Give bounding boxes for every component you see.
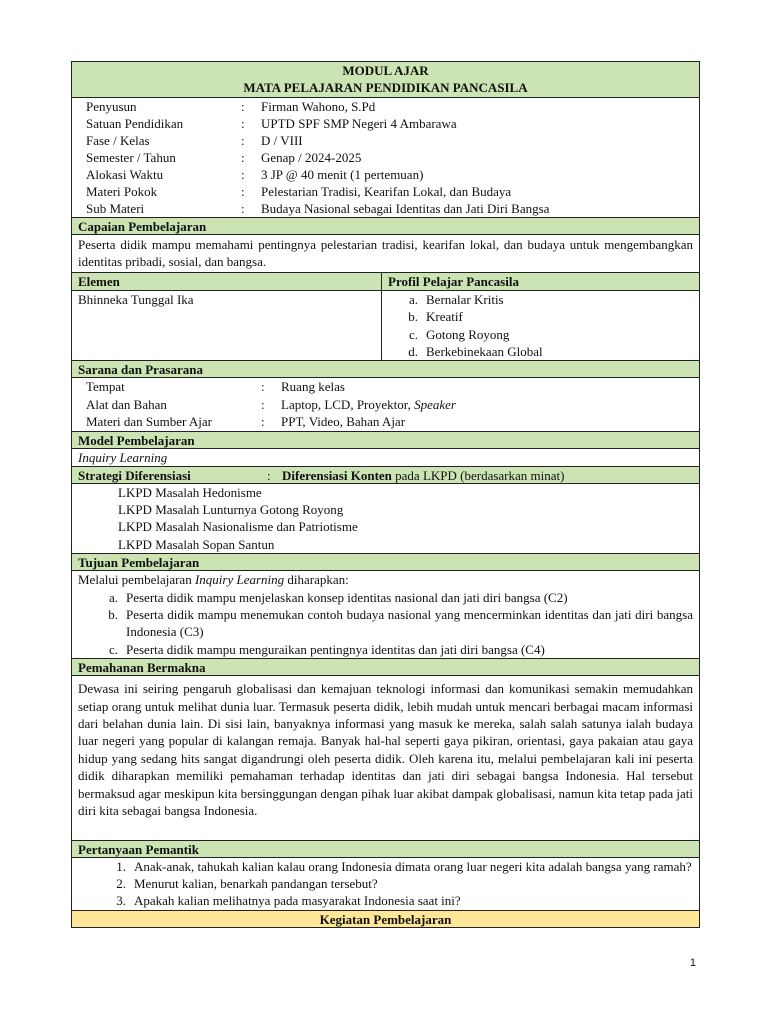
profil-text: Kreatif	[426, 309, 463, 325]
profil-marker: d.	[408, 344, 418, 360]
strategi-bold-value: Diferensiasi Konten	[282, 467, 392, 483]
profil-marker: a.	[408, 291, 418, 307]
sarana-row	[72, 378, 699, 395]
pertanyaan-text: Anak-anak, tahukah kalian kalau orang Indonesia dimata orang luar negeri kita adalah bangsa yang ramah?	[134, 858, 692, 874]
info-value: Pelestarian Tradisi, Kearifan Lokal, dan Budaya	[261, 184, 512, 199]
profil-marker: c.	[408, 326, 418, 342]
sarana-label: Materi dan Sumber Ajar	[86, 414, 212, 430]
info-colon: :	[241, 201, 245, 216]
kegiatan-heading: Kegiatan Pembelajaran	[72, 910, 699, 927]
info-row	[72, 166, 699, 183]
info-colon: :	[241, 167, 245, 182]
sarana-value-wrap	[281, 396, 456, 413]
info-row	[72, 183, 699, 200]
tujuan-item	[92, 589, 699, 606]
pertanyaan-marker: 1.	[116, 858, 126, 874]
model-value-text: Inquiry Learning	[78, 449, 168, 465]
info-row	[72, 200, 699, 217]
pertanyaan-item	[100, 858, 699, 875]
info-value: 3 JP @ 40 menit (1 pertemuan)	[261, 167, 424, 182]
info-label: Semester / Tahun	[86, 150, 176, 165]
info-label: Fase / Kelas	[86, 133, 150, 148]
sarana-value-wrap	[281, 378, 345, 395]
pertanyaan-text: Menurut kalian, benarkah pandangan tersebut?	[134, 875, 378, 891]
sarana-label: Tempat	[86, 379, 125, 395]
info-label: Sub Materi	[86, 201, 145, 216]
info-colon: :	[241, 99, 245, 114]
info-section	[72, 97, 699, 217]
profil-heading: Profil Pelajar Pancasila	[388, 273, 519, 289]
tujuan-text: Peserta didik mampu menguraikan pentingnya identitas dan jati diri bangsa (C4)	[126, 641, 545, 657]
lkpd-item: LKPD Masalah Nasionalisme dan Patriotisme	[118, 519, 358, 535]
sarana-colon: :	[261, 379, 265, 395]
sarana-label: Alat dan Bahan	[86, 396, 167, 412]
info-colon: :	[241, 184, 245, 199]
lkpd-list	[72, 483, 699, 554]
tujuan-item	[92, 606, 699, 641]
module-title-line1: MODUL AJAR	[342, 63, 429, 78]
info-row	[72, 98, 699, 115]
tujuan-intro-post: diharapkan:	[284, 572, 349, 588]
sarana-row	[72, 413, 699, 430]
profil-item	[392, 308, 699, 325]
info-row	[72, 149, 699, 166]
info-value: Budaya Nasional sebagai Identitas dan Jati Diri Bangsa	[261, 201, 550, 216]
sarana-value-wrap	[281, 413, 405, 430]
tujuan-marker: b.	[108, 607, 118, 623]
tujuan-text: Peserta didik mampu menemukan contoh budaya nasional yang mencerminkan identitas dan jati diri bangsa Indonesia (C3)	[126, 607, 693, 640]
pertanyaan-item	[100, 892, 699, 909]
info-label: Materi Pokok	[86, 184, 158, 199]
tujuan-intro-pre: Melalui pembelajaran	[78, 572, 195, 588]
capaian-text: Peserta didik mampu memahami pentingnya pelestarian tradisi, kearifan lokal, dan budaya untuk mengembangkan identitas pribadi, sosial, dan bangsa.	[72, 234, 699, 272]
tujuan-list	[78, 589, 699, 659]
sarana-value: PPT, Video, Bahan Ajar	[281, 414, 406, 430]
info-value: D / VIII	[261, 133, 303, 148]
model-value	[72, 448, 699, 466]
strategi-rest: pada LKPD (berdasarkan minat)	[391, 467, 565, 483]
tujuan-text: Peserta didik mampu menjelaskan konsep identitas nasional dan jati diri bangsa (C2)	[126, 589, 568, 605]
info-label: Penyusun	[86, 99, 137, 114]
strategi-colon: :	[267, 467, 271, 483]
info-row	[72, 115, 699, 132]
pertanyaan-marker: 3.	[116, 893, 126, 909]
info-label: Satuan Pendidikan	[86, 116, 184, 131]
tujuan-marker: c.	[108, 641, 118, 657]
lkpd-item: LKPD Masalah Sopan Santun	[118, 536, 275, 552]
profil-text: Gotong Royong	[426, 326, 510, 342]
pertanyaan-marker: 2.	[116, 875, 126, 891]
module-title-line2: MATA PELAJARAN PENDIDIKAN PANCASILA	[243, 80, 528, 95]
tujuan-item	[92, 641, 699, 658]
sarana-value-italic: Speaker	[414, 396, 456, 412]
profil-item	[392, 326, 699, 343]
sarana-row	[72, 396, 699, 413]
profil-marker: b.	[408, 309, 418, 325]
info-label: Alokasi Waktu	[86, 167, 164, 182]
page-number: 1	[689, 957, 696, 969]
profil-text: Berkebinekaan Global	[426, 344, 543, 360]
tujuan-marker: a.	[108, 589, 118, 605]
tujuan-body	[72, 570, 699, 658]
info-colon: :	[241, 116, 245, 131]
tujuan-intro-italic: Inquiry Learning	[194, 572, 285, 588]
elemen-profil-heading	[72, 272, 699, 290]
sarana-colon: :	[261, 396, 265, 412]
info-colon: :	[241, 150, 245, 165]
tujuan-heading: Tujuan Pembelajaran	[72, 553, 699, 570]
profil-item	[392, 343, 699, 360]
profil-list	[392, 291, 699, 361]
pemahaman-heading: Pemahanan Bermakna	[72, 658, 699, 675]
info-row	[72, 132, 699, 149]
sarana-value: Ruang kelas	[281, 379, 345, 395]
pertanyaan-body	[72, 857, 699, 910]
info-value: Genap / 2024-2025	[261, 150, 362, 165]
elemen-profil-body	[72, 290, 699, 361]
sarana-heading: Sarana dan Prasarana	[72, 360, 699, 377]
capaian-heading: Capaian Pembelajaran	[72, 217, 699, 234]
info-colon: :	[241, 133, 245, 148]
pertanyaan-heading: Pertanyaan Pemantik	[72, 840, 699, 857]
sarana-value: Laptop, LCD, Proyektor,	[281, 396, 415, 412]
profil-item	[392, 291, 699, 308]
info-value: Firman Wahono, S.Pd	[261, 99, 376, 114]
model-heading: Model Pembelajaran	[72, 431, 699, 448]
module-title	[72, 62, 699, 97]
pertanyaan-list	[100, 858, 699, 910]
profil-text: Bernalar Kritis	[426, 291, 504, 307]
strategi-label: Strategi Diferensiasi	[78, 467, 191, 483]
pertanyaan-text: Apakah kalian melihatnya pada masyarakat Indonesia saat ini?	[134, 893, 461, 909]
lkpd-item: LKPD Masalah Lunturnya Gotong Royong	[118, 502, 344, 518]
elemen-value: Bhinneka Tunggal Ika	[72, 291, 382, 361]
info-value: UPTD SPF SMP Negeri 4 Ambarawa	[261, 116, 457, 131]
sarana-colon: :	[261, 414, 265, 430]
lkpd-item: LKPD Masalah Hedonisme	[118, 484, 262, 500]
pemahaman-text: Dewasa ini seiring pengaruh globalisasi dan kemajuan teknologi informasi dan komunikasi semakin memudahkan setiap orang untuk melihat dunia luar. Termasuk peserta didik, lebih mudah untuk mencari berbagai macam informasi dari belahan dunia lain. Di sisi lain, banyaknya informasi yang masuk ke mereka, salah salah satunya ialah budaya luar negeri yang popular di kalangan remaja. Banyak hal-hal seperti gaya pikiran, orientasi, gaya pakaian atau gaya hidup yang sedang hits sangat digandrungi oleh peserta didik. Oleh karena itu, melalui pembelajaran kali ini peserta didik diharapkan memiliki pemahaman terhadap identitas dan jati diri sebagai bangsa Indonesia. Hal tersebut bermaksud agar meskipun kita bersinggungan dengan pihak luar akibat dampak globalisasi, namun kita tetap pada jati diri kita sebagai bangsa Indonesia.	[72, 675, 699, 839]
pertanyaan-item	[100, 875, 699, 892]
strategi-heading	[72, 466, 699, 483]
tujuan-intro	[78, 571, 699, 588]
elemen-heading: Elemen	[72, 273, 382, 290]
lesson-module-table	[71, 61, 700, 928]
sarana-body	[72, 377, 699, 430]
